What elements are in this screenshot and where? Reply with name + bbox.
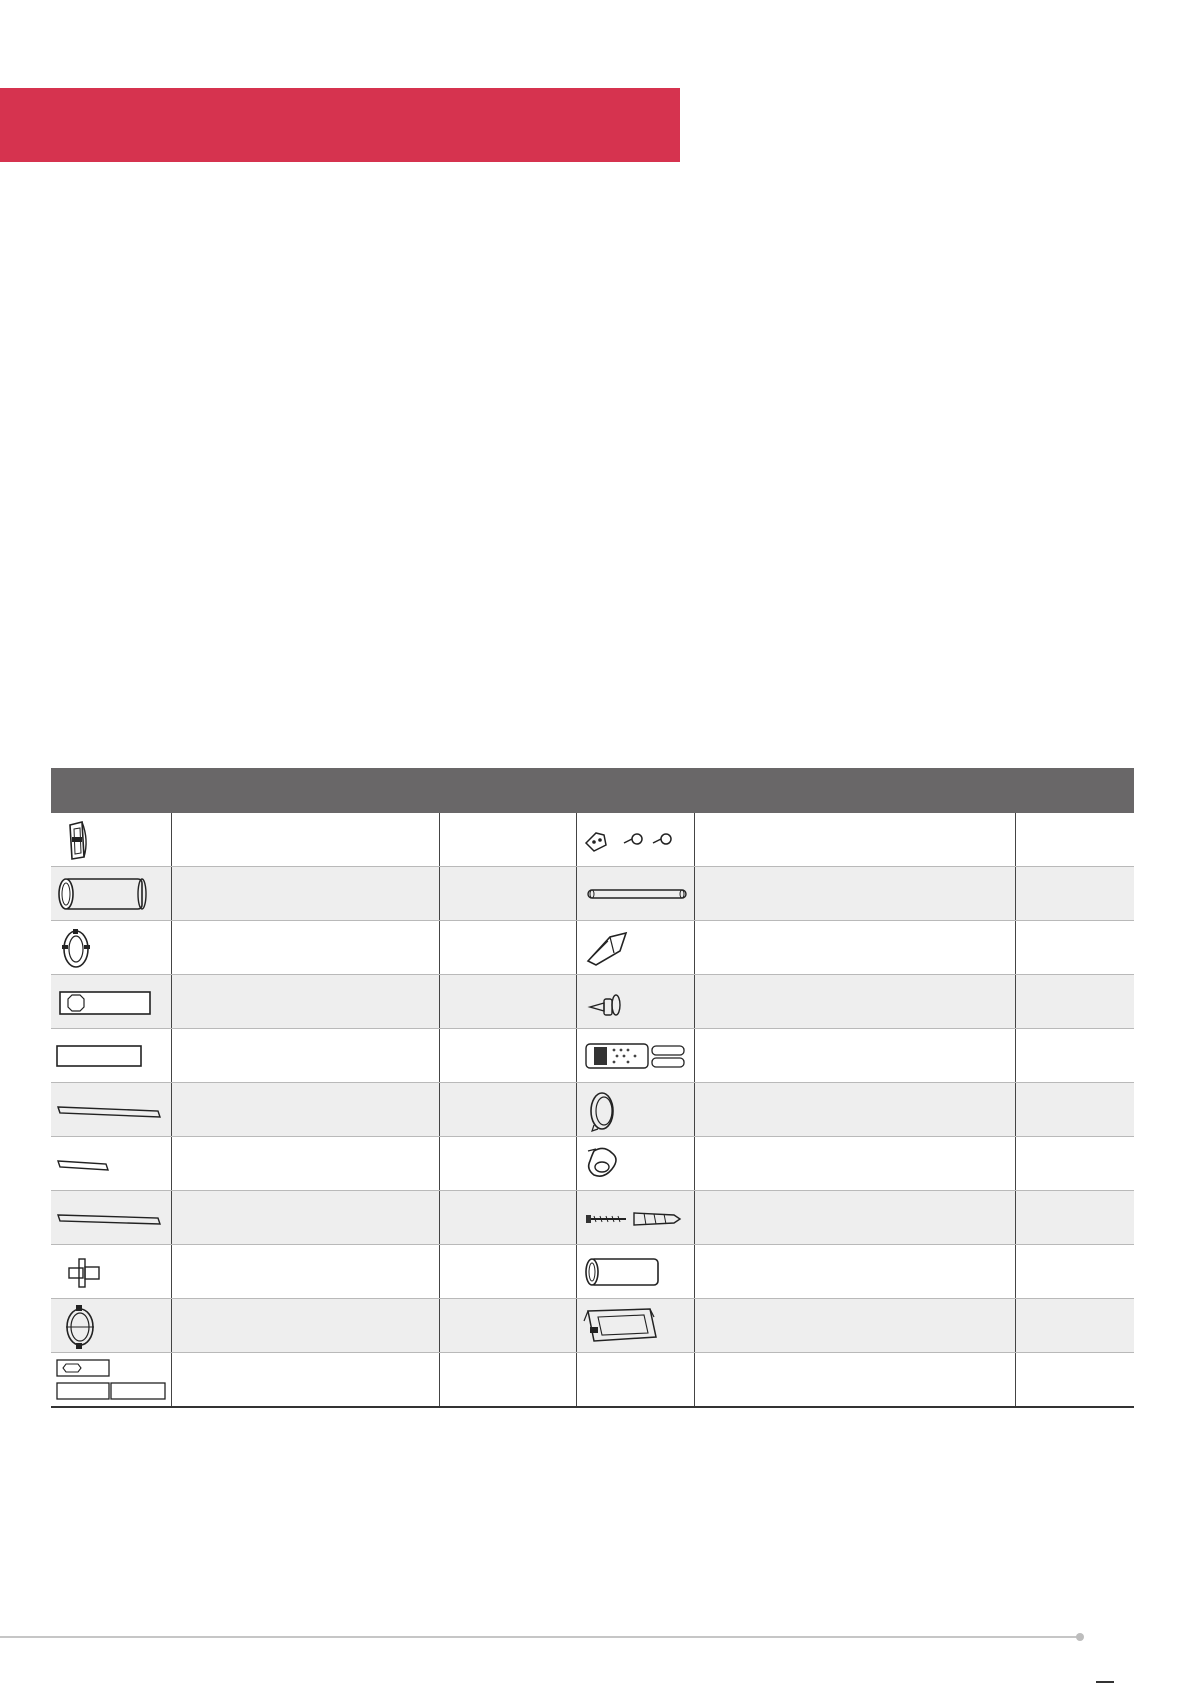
table-row (51, 1353, 1134, 1408)
part-cell (51, 1299, 171, 1353)
duct-ring-icon (580, 1085, 690, 1135)
part-cell (576, 921, 694, 975)
part-qty (1015, 1191, 1134, 1245)
part-cell (576, 975, 694, 1029)
table-row (51, 921, 1134, 975)
drain-pipe-icon (580, 869, 690, 919)
part-cell (576, 867, 694, 921)
intake-hose-icon (580, 1247, 690, 1297)
table-row (51, 1137, 1134, 1191)
table-row (51, 1191, 1134, 1245)
part-name (171, 1137, 439, 1191)
part-name (694, 1137, 1015, 1191)
part-qty (439, 1191, 576, 1245)
part-cell (576, 1299, 694, 1353)
table-header-row (51, 768, 1134, 813)
part-qty (439, 1245, 576, 1299)
header-qty-right (1015, 768, 1134, 813)
part-qty (1015, 1137, 1134, 1191)
part-cell (51, 1245, 171, 1299)
part-qty (1015, 921, 1134, 975)
hose-adapter-ring-icon (54, 923, 164, 973)
part-cell (51, 1353, 171, 1408)
section-title-banner (0, 88, 680, 162)
footer-divider (0, 1636, 1080, 1638)
hose-clamp-icon (580, 1139, 690, 1189)
lock-pin-icon (580, 977, 690, 1027)
window-slider-kit-icon (54, 1355, 168, 1405)
part-name (694, 1083, 1015, 1137)
part-name (171, 1353, 439, 1408)
screw-and-anchor-icon (580, 1193, 690, 1243)
part-name (171, 921, 439, 975)
window-panel-with-hole-icon (54, 977, 164, 1027)
window-clip-icon (580, 923, 690, 973)
part-qty (439, 921, 576, 975)
part-cell (576, 1083, 694, 1137)
part-cell (576, 1029, 694, 1083)
remote-control-and-batteries-icon (580, 1031, 690, 1081)
part-cell (51, 1137, 171, 1191)
part-qty (439, 975, 576, 1029)
part-qty (1015, 1299, 1134, 1353)
part-qty (439, 1299, 576, 1353)
part-qty (1015, 1029, 1134, 1083)
part-qty (439, 867, 576, 921)
table-row (51, 867, 1134, 921)
part-name (694, 1029, 1015, 1083)
part-qty (1015, 1353, 1134, 1408)
part-name (171, 975, 439, 1029)
accessories-table (51, 768, 1134, 1408)
part-cell (51, 813, 171, 867)
short-foam-seal-icon (54, 1139, 164, 1189)
part-name (694, 1191, 1015, 1245)
part-name (171, 1191, 439, 1245)
page-number-mark (1096, 1681, 1114, 1687)
header-part-left (51, 768, 171, 813)
part-qty (1015, 975, 1134, 1029)
bracket-with-screws-icon (580, 815, 690, 865)
part-cell (51, 975, 171, 1029)
part-qty (439, 813, 576, 867)
part-name (171, 867, 439, 921)
drain-connector-icon (54, 1247, 164, 1297)
part-cell (51, 921, 171, 975)
header-qty-left (439, 768, 576, 813)
table-row (51, 1299, 1134, 1353)
exhaust-hose-icon (54, 869, 164, 919)
part-qty (1015, 813, 1134, 867)
part-name (694, 1353, 1015, 1408)
extra-long-foam-seal-icon (54, 1193, 164, 1243)
header-name-right (694, 768, 1015, 813)
part-cell (576, 1137, 694, 1191)
long-foam-seal-icon (54, 1085, 164, 1135)
table-row (51, 1245, 1134, 1299)
part-qty (439, 1029, 576, 1083)
part-qty (439, 1083, 576, 1137)
part-name (694, 1245, 1015, 1299)
part-cell (576, 1245, 694, 1299)
part-name (171, 1029, 439, 1083)
part-qty (1015, 1245, 1134, 1299)
part-cell (51, 1029, 171, 1083)
table-row (51, 975, 1134, 1029)
window-panel-icon (54, 1031, 164, 1081)
part-name (171, 1083, 439, 1137)
window-adapter-icon (580, 1301, 690, 1351)
part-cell (576, 1191, 694, 1245)
header-name-left (171, 768, 439, 813)
part-qty (439, 1137, 576, 1191)
part-name (171, 1299, 439, 1353)
part-cell (576, 1353, 694, 1408)
part-cell (51, 1191, 171, 1245)
part-name (694, 921, 1015, 975)
part-cell (51, 1083, 171, 1137)
part-name (694, 867, 1015, 921)
part-cell (576, 813, 694, 867)
part-cell (51, 867, 171, 921)
header-part-right (576, 768, 694, 813)
part-qty (1015, 867, 1134, 921)
table-row (51, 1029, 1134, 1083)
part-name (171, 1245, 439, 1299)
part-qty (439, 1353, 576, 1408)
part-name (694, 813, 1015, 867)
part-name (694, 1299, 1015, 1353)
part-name (694, 975, 1015, 1029)
footer-dot (1076, 1633, 1084, 1641)
hose-coupling-icon (54, 1301, 164, 1351)
part-qty (1015, 1083, 1134, 1137)
table-row (51, 1083, 1134, 1137)
window-slider-connector-icon (54, 815, 164, 865)
table-row (51, 813, 1134, 867)
part-name (171, 813, 439, 867)
